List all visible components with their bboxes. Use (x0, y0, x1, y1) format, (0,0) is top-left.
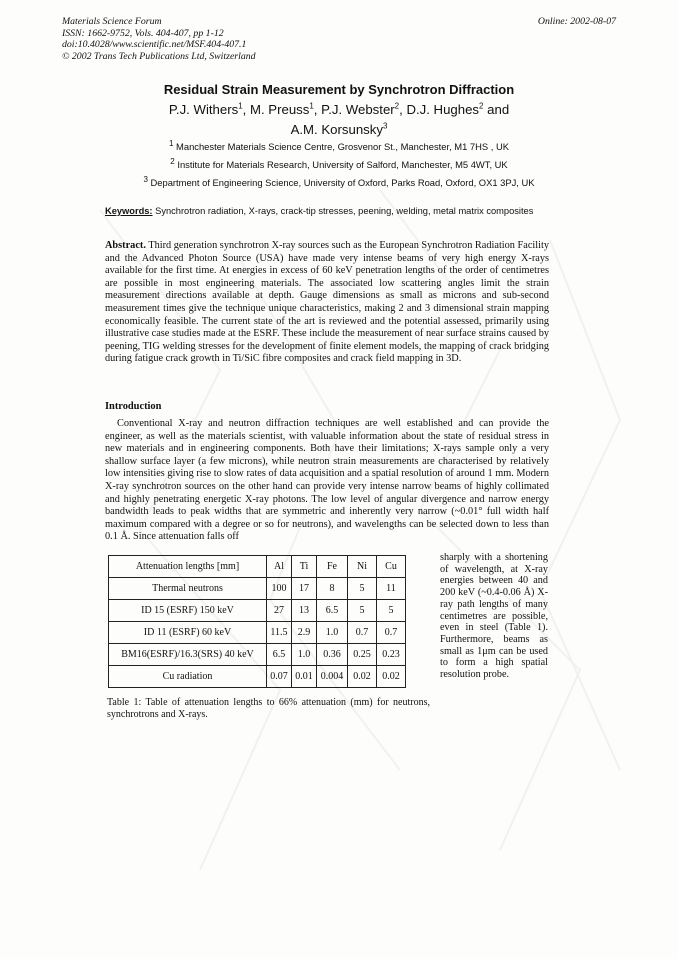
table-cell: 11.5 (267, 622, 292, 644)
author-affil-mark: 2 (479, 101, 484, 111)
table-cell: 5 (348, 578, 377, 600)
table-cell: 0.7 (377, 622, 406, 644)
affiliation-number: 1 (168, 138, 174, 148)
journal-issn: ISSN: 1662-9752, Vols. 404-407, pp 1-12 (62, 27, 224, 39)
table-cell: ID 15 (ESRF) 150 keV (109, 600, 267, 622)
table-cell: 0.02 (348, 666, 377, 688)
table-header-cell: Attenuation lengths [mm] (109, 556, 267, 578)
abstract-text: Third generation synchrotron X-ray sources such as the European Synchrotron Radiation Facility and the Advanced Photon Source (USA) have made very intense beams of very high energy X-rays available for the first time. At energies in excess of 60 keV penetration lengths of the order of centimetres are possible in most engineering materials. The associated low scattering angles limit the strain measurement directions available at depth. Gauge dimensions as small as microns and sub-second measurement times give the technique unique characteristics, making 2 and 3 dimensional strain mapping economically feasible. The current state of the art is reviewed and the potential assessed, primarily using illustrative case studies made at the ESRF. These include the measurement of near surface strains caused by peening, TIG welding stresses for the development of finite element models, the mapping of crack bridging during fatigue crack growth in Ti/SiC fibre composites and crack field mapping in 3D. (105, 240, 549, 365)
journal-info (62, 16, 256, 62)
table-cell: 13 (292, 600, 317, 622)
table-cell: 1.0 (317, 622, 348, 644)
author-affil-mark: 1 (238, 101, 243, 111)
table-cell: 0.36 (317, 644, 348, 666)
table-cell: 0.25 (348, 644, 377, 666)
table-cell: 0.02 (377, 666, 406, 688)
table-row (109, 622, 406, 644)
table-cell: ID 11 (ESRF) 60 keV (109, 622, 267, 644)
table-header-row (109, 556, 406, 578)
author-name: D.J. Hughes (406, 102, 480, 117)
table-cell: 6.5 (317, 600, 348, 622)
affiliation-text: Institute for Materials Research, University of Salford, Manchester, M5 4WT, UK (177, 159, 508, 170)
table-cell: 6.5 (267, 644, 292, 666)
table-row (109, 644, 406, 666)
author-affil-mark: 2 (394, 101, 400, 111)
table-row (109, 600, 406, 622)
author-affil-mark: 1 (309, 101, 314, 111)
table-cell: Thermal neutrons (109, 578, 267, 600)
table-header-cell: Fe (317, 556, 348, 578)
author-affil-mark: 3 (382, 121, 388, 131)
online-date: Online: 2002-08-07 (537, 16, 616, 27)
table-cell: 17 (292, 578, 317, 600)
affiliation (0, 138, 678, 152)
table-cell: 5 (377, 600, 406, 622)
table-cell: 0.004 (317, 666, 348, 688)
table-row (109, 578, 406, 600)
table-header-cell: Cu (377, 556, 406, 578)
affiliation (0, 174, 678, 188)
table-cell: 0.23 (377, 644, 406, 666)
author-name: A.M. Korsunsky (290, 122, 383, 137)
abstract (105, 240, 549, 366)
affiliation-number: 2 (170, 156, 175, 166)
author-name: P.J. Withers (168, 102, 239, 117)
affiliation-number: 3 (143, 174, 148, 184)
table-cell: 5 (348, 600, 377, 622)
table-cell: 27 (267, 600, 292, 622)
table-header-cell: Ti (292, 556, 317, 578)
table-row (109, 666, 406, 688)
table-cell: 0.01 (292, 666, 317, 688)
table-header-cell: Ni (348, 556, 377, 578)
attenuation-table (108, 555, 406, 688)
keywords-label: Keywords: (105, 206, 153, 216)
affiliation-text: Department of Engineering Science, University of Oxford, Parks Road, Oxford, OX1 3PJ, UK (150, 177, 535, 188)
author-name: P.J. Webster (321, 102, 395, 117)
intro-paragraph: Conventional X-ray and neutron diffraction techniques are well established and can provide the engineer, as well as the materials scientist, with valuable information about the state of residual stress in new materials and in engineering components. Both have their limitations; X-rays sample only a very shallow surface layer (a few microns), while neutron strain measurements are characterised by relatively low intensities giving rise to slow rates of data acquisition and a spatial resolution of around 1 mm. Modern X-ray synchrotron sources on the other hand can provide very intense narrow beams of highly collimated and highly penetrating energetic X-ray photons. The low level of angular divergence and narrow energy bandwidth leads to peak widths that are symmetric and inherently very narrow (~0.01° full width half maximum compared with a degree or so for neutrons), and wavelengths can be selected down to less than 0.1 Å. Since attenuation falls off (105, 418, 549, 543)
journal-name: Materials Science Forum (62, 16, 162, 27)
affiliation (0, 156, 678, 170)
keywords-text: Synchrotron radiation, X-rays, crack-tip stresses, peening, welding, metal matrix composites (155, 206, 534, 216)
table-cell: 100 (267, 578, 292, 600)
author-list: P.J. Withers$^1$, M. Preuss$^1$, P.J. Webster$^2$, D.J. Hughes$^2$ and A.M. Korsunsky$^3$ (168, 101, 510, 137)
abstract-label: Abstract. (105, 240, 146, 251)
table-cell: 1.0 (292, 644, 317, 666)
table-cell: 0.07 (267, 666, 292, 688)
table-cell: 11 (377, 578, 406, 600)
table-cell: BM16(ESRF)/16.3(SRS) 40 keV (109, 644, 267, 666)
journal-doi[interactable]: doi:10.4028/www.scientific.net/MSF.404-407.1 (62, 39, 247, 50)
affiliation-text: Manchester Materials Science Centre, Grosvenor St., Manchester, M1 7HS , UK (176, 141, 509, 152)
table-cell: 8 (317, 578, 348, 600)
journal-copyright: © 2002 Trans Tech Publications Ltd, Switzerland (62, 50, 256, 62)
table-cell: 0.7 (348, 622, 377, 644)
table-cell: Cu radiation (109, 666, 267, 688)
keywords (105, 206, 549, 218)
table-cell: 2.9 (292, 622, 317, 644)
intro-side-paragraph: sharply with a shortening of wavelength, at X-ray energies between 40 and 200 keV (~0.4-0.06 Å) X-ray path lengths of many centimetres are possible, even in steel (Table 1). Furthermore, beams as small as 1μm can be used to form a high spatial resolution probe. (440, 552, 548, 681)
paper-title: Residual Strain Measurement by Synchrotron Diffraction (163, 82, 515, 97)
table-header-cell: Al (267, 556, 292, 578)
author-name: M. Preuss (249, 102, 310, 117)
table-caption: Table 1: Table of attenuation lengths to 66% attenuation (mm) for neutrons, synchrotrons and X-rays. (107, 697, 430, 720)
section-heading: Introduction (105, 401, 162, 412)
